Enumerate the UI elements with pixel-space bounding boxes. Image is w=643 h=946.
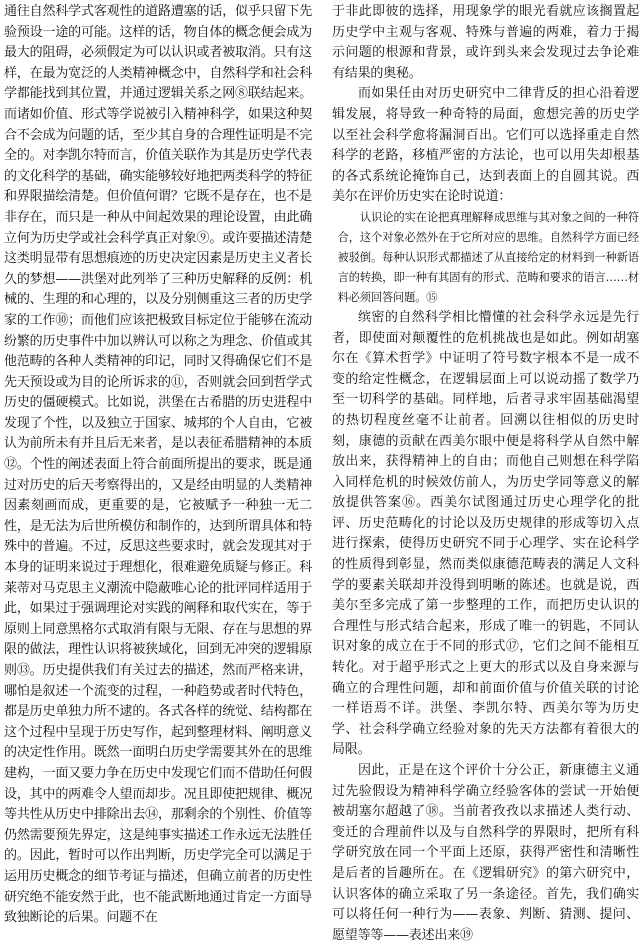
right-paragraph-4: 因此，正是在这个评价十分公正，新康德主义通过先验假设为精神科学确立经验客体的尝试一开始便被胡塞尔超越了⑱。当前者孜孜以求描述人类行动、变迁的合理前件以及与自然科学的界限时，把所有科学研究放在同一个平面上还原，获得严密性和清晰性是后者的旨趣所在。在《逻辑研究》的第六研究中，认识客体的确立采取了另一条途径。首先，我们确实可以将任何一种行为——表象、判断、猜测、提问、愿望等等——表述出来⑲ xyxy=(332,763,639,943)
left-paragraph-1: 通往自然科学式客观性的道路遭塞的话，似乎只留下先验预设一途的可能。这样的话，物自体的概念便会成为最大的阻碍，必须假定为可以认识或者被取消。只有这样，在最为宽泛的人类精神概念中，自然科学和社会科学都能找到其位置，并通过逻辑关系之网⑧联结起来。而诸如价值、形式等学说被引入精神科学，如果这种契合不会成为问题的话，至少其自身的合理性证明是不完全的。对李凯尔特而言，价值关联作为其是历史学代表的文化科学的基础，确实能够较好地把两类科学的特征和界限描绘清楚。但价值何谓？它既不是存在，也不是非存在，而只是一种从中间起效果的理论设置，由此确立何为历史学或社会科学真正对象⑨。或许要描述清楚这类明显带有思想痕迹的历史决定因素是历史主义者长久的梦想——洪堡对此列举了三种历史解释的反例：机械的、生理的和心理的，以及分别侧重这三者的历史学家的工作⑩；而他们应该把极致目标定位于能够在流动纷繁的历史事件中加以辨认可以称之为理念、价值或其他范畴的各种人类精神的印记，同时又得确保它们不是先天预设或为目的论所诉求的⑪，否则就会回到哲学式历史的僵硬模式。比如说，洪堡在古希腊的历史进程中发现了个性，以及独立于国家、城邦的个人自由，它被认为前所未有并且后无来者，是以表征希腊精神的本质⑫。个性的阐述表面上符合前面所提出的要求，既是通过对历史的后天考察得出的，又是经由明显的人类精神因素刻画而成，更重要的是，它被赋予一种独一无二性，是无法为后世所模仿和制作的，达到所谓具体和特殊中的普遍。不过，反思这些要求时，就会发现其对于本身的证明来说过于理想化，很难避免质疑与修正。科莱蒂对马克思主义潮流中隐蔽唯心论的批评同样适用于此，如果过于强调理论对实践的阐释和取代实在，等于原则上同意黑格尔式取消有限与无限、存在与思想的界限的做法，理性认识将被狭域化，回到无冲突的逻辑原则⑬。历史提供我们有关过去的描述，然而严格来讲，哪怕是叙述一个流变的过程，一种趋势或者时代特色，都是历史单独力所不逮的。各式各样的统觉、结构都在这个过程中呈现于历史写作，起到整理材料、阐明意义的决定性作用。既然一面明白历史学需要其外在的思维建构，一面又要力争在历史中发现它们而不借助任何假设，其中的两难令人望而却步。况且即使把规律、概况等共性从历史中排除出去⑭，那剩余的个别性、价值等仍然需要预先界定，这是纯事实描述工作永远无法胜任的。因此，暂时可以作出判断，历史学完全可以满足于运用历史概念的细节考证与描述，但确立前者的历史性研究绝不能安然于此，也不能武断地通过肯定一方面导致独断论的后果。问题不在 xyxy=(4,4,312,926)
block-quote: 认识论的实在论把真理解释成思维与其对象之间的一种符合，这个对象必然外在于它所对应的思维。自然科学方面已经被驳倒。每种认识形式都描述了从直接给定的材料到一种新语言的转换，即一种有其固有的形式、范畴和要求的语言……材料必须回答问题。⑮ xyxy=(337,210,639,304)
right-column xyxy=(332,2,639,946)
document-page xyxy=(4,2,639,943)
right-paragraph-1: 于非此即彼的选择，用现象学的眼光看就应该搁置起历史学中主观与客观、特殊与普遍的两难，着力于揭示问题的根源和背景，或许到头来会发现过去争论难有结果的奥秘。 xyxy=(332,4,639,81)
left-column xyxy=(4,2,312,929)
right-paragraph-2: 而如果任由对历史研究中二律背反的担心沿着逻辑发展，将导致一种奇特的局面，愈想完善的历史学以至社会科学愈将漏洞百出。它们可以选择重走自然科学的老路，移植严密的方法论，也可以用失却根基的各式系统论掩饰自己，达到表面上的自圆其说。西美尔在评价历史实在论时说道： xyxy=(332,86,639,205)
right-paragraph-3: 缤密的自然科学相比懵懂的社会科学永远是先行者，即使面对颠覆性的危机挑战也是如此。例如胡塞尔在《算术哲学》中证明了符号数字根本不是一成不变的给定性概念，在逻辑层面上可以说动摇了数学乃至一切科学的基础。同样地，后者寻求牢固基础渴望的热切程度丝毫不让前者。回溯以往相似的历史时刻，康德的贡献在西美尔眼中便是将科学从自然中解放出来，获得精神上的自由；而他自己则想在科学陷入同样危机的时候效仿前人，为历史学同等意义的解放提供答案⑯。西美尔试图通过历史心理学化的批评、历史范畴化的讨论以及历史规律的形成等切入点进行探索，使得历史研究不同于心理学、实在论科学的性质得到彰显，然而类似康德范畴表的满足人文科学的要素关联却并没得到明晰的陈述。也就是说，西美尔至多完成了第一步整理的工作，而把历史认识的合理性与形式结合起来，形成了唯一的钥匙，不同认识对象的成立在于不同的形式⑰，它们之间不能相互转化。对于超乎形式之上更大的形式以及自身来源与确立的合理性问题，却和前面价值与价值关联的讨论一样语焉不详。洪堡、李凯尔特、西美尔等为历史学、社会科学确立经验对象的先天方法都有着很大的局限。 xyxy=(332,309,639,758)
